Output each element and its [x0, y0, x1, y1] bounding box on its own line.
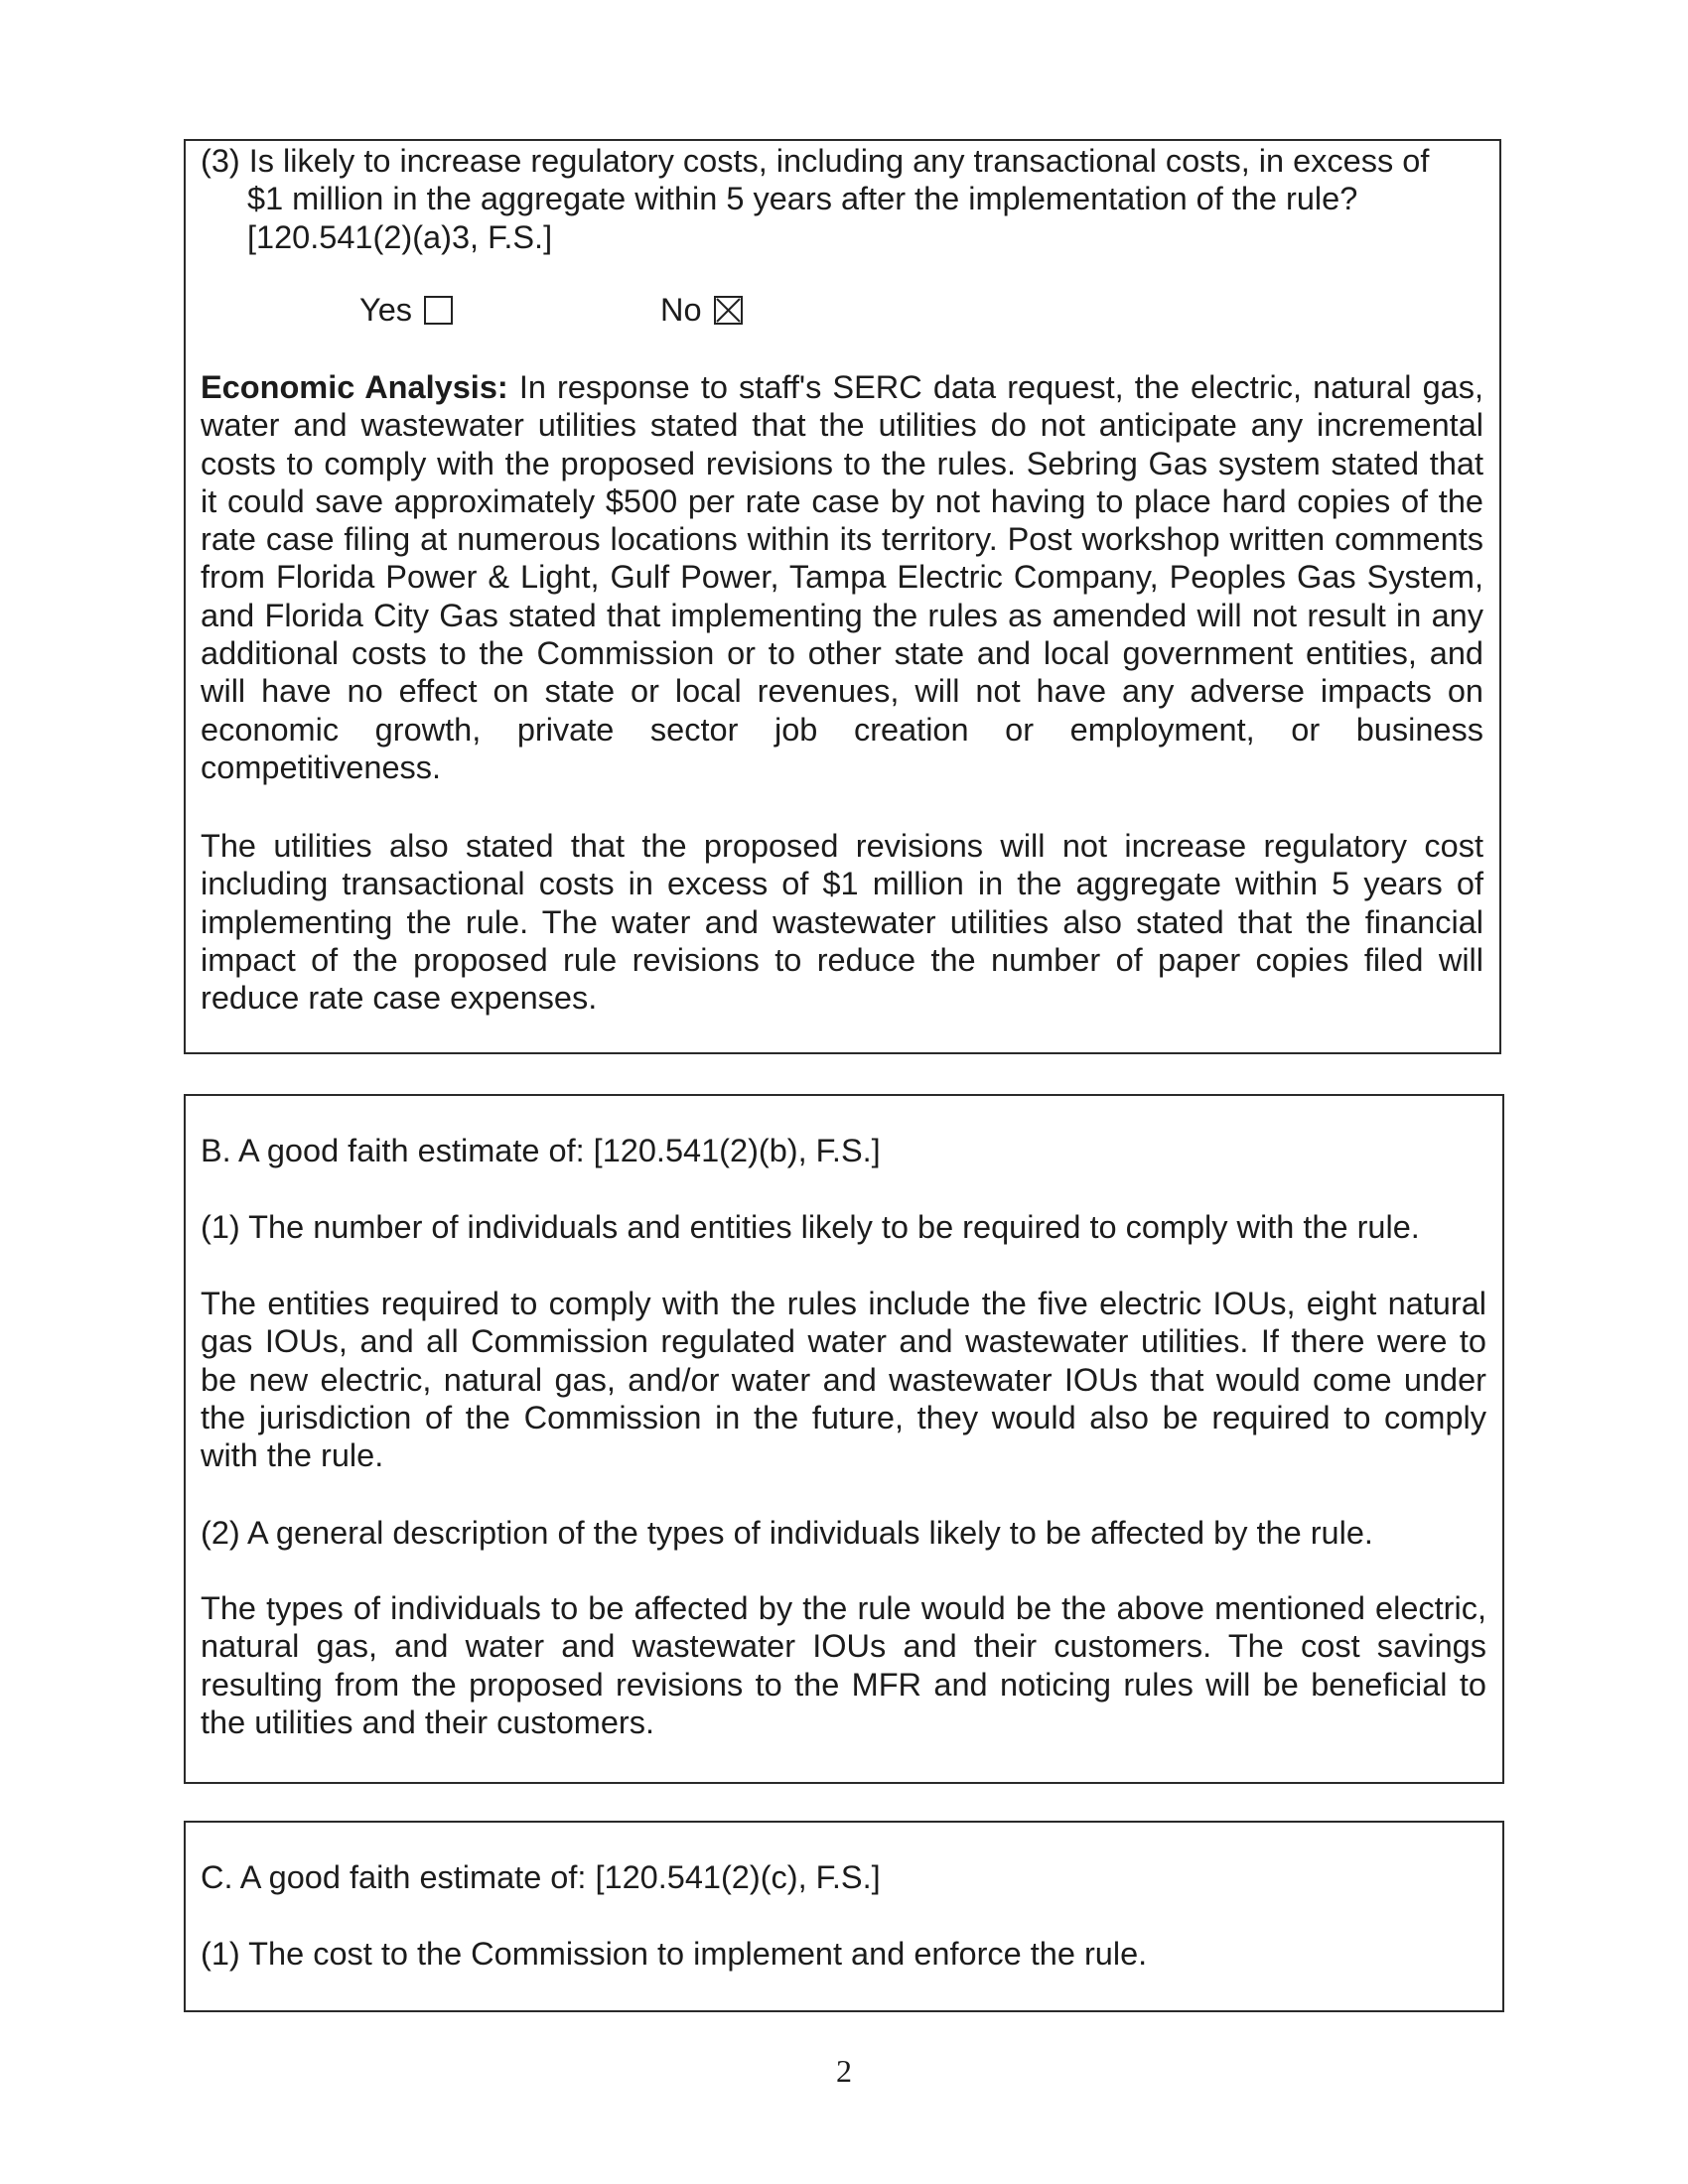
economic-analysis-label: Economic Analysis:: [201, 369, 508, 405]
yes-checkbox[interactable]: [424, 296, 453, 325]
section-b-box: [184, 1094, 1504, 1784]
yes-label: Yes: [359, 292, 413, 328]
question-3-line1: (3) Is likely to increase regulatory costs, including any transactional costs, in excess of: [201, 143, 1430, 179]
yes-option: [359, 291, 453, 329]
section-c-box: [184, 1821, 1504, 2012]
page-number: 2: [836, 2053, 852, 2089]
no-label: No: [660, 292, 702, 328]
section-b-heading: B. A good faith estimate of: [120.541(2)(b), F.S.]: [201, 1133, 881, 1168]
question-3: [201, 142, 1481, 256]
section-b-answer-2: The types of individuals to be affected by the rule would be the above mentioned electric, natural gas, and water and wastewater IOUs and their customers. The cost savings resulting from the proposed revisions to the MFR and noticing rules will be beneficial to the utilities and their customers.: [201, 1590, 1486, 1740]
economic-analysis-text: In response to staff's SERC data request, the electric, natural gas, water and wastewater utilities stated that the utilities do not anticipate any incremental costs to comply with the proposed revisions to the rules. Sebring Gas system stated that it could save approximately $500 per rate case by not having to place hard copies of the rate case filing at numerous locations within its territory. Post workshop written comments from Florida Power & Light, Gulf Power, Tampa Electric Company, Peoples Gas System, and Florida City Gas stated that implementing the rules as amended will not result in any additional costs to the Commission or to other state and local government entities, and will have no effect on state or local revenues, will not have any adverse impacts on economic growth, private sector job creation or employment, or business competitiveness.: [201, 369, 1483, 785]
checked-x-icon: [716, 298, 741, 323]
utilities-statement-paragraph: The utilities also stated that the proposed revisions will not increase regulatory cost including transactional costs in excess of $1 million in the aggregate within 5 years of implementing the rule. The water and wastewater utilities also stated that the financial impact of the proposed rule revisions to reduce the number of paper copies filed will reduce rate case expenses.: [201, 828, 1483, 1017]
section-c-question-1: (1) The cost to the Commission to implement and enforce the rule.: [201, 1936, 1148, 1972]
section-b-question-1: (1) The number of individuals and entities likely to be required to comply with the rule.: [201, 1209, 1420, 1245]
section-b-question-2: (2) A general description of the types of individuals likely to be affected by the rule.: [201, 1515, 1373, 1551]
question-3-citation: [120.541(2)(a)3, F.S.]: [247, 218, 553, 255]
no-checkbox[interactable]: [714, 296, 743, 325]
section-a-box: [184, 139, 1501, 1054]
section-c-heading: C. A good faith estimate of: [120.541(2)(c), F.S.]: [201, 1859, 881, 1895]
economic-analysis-paragraph: [201, 368, 1483, 786]
no-option: [660, 291, 743, 329]
section-b-answer-1: The entities required to comply with the rules include the five electric IOUs, eight natural gas IOUs, and all Commission regulated water and wastewater utilities. If there were to be new electric, natural gas, and/or water and wastewater IOUs that would come under the jurisdiction of the Commission in the future, they would also be required to comply with the rule.: [201, 1286, 1486, 1474]
question-3-line2: $1 million in the aggregate within 5 years after the implementation of the rule?: [247, 181, 1358, 217]
